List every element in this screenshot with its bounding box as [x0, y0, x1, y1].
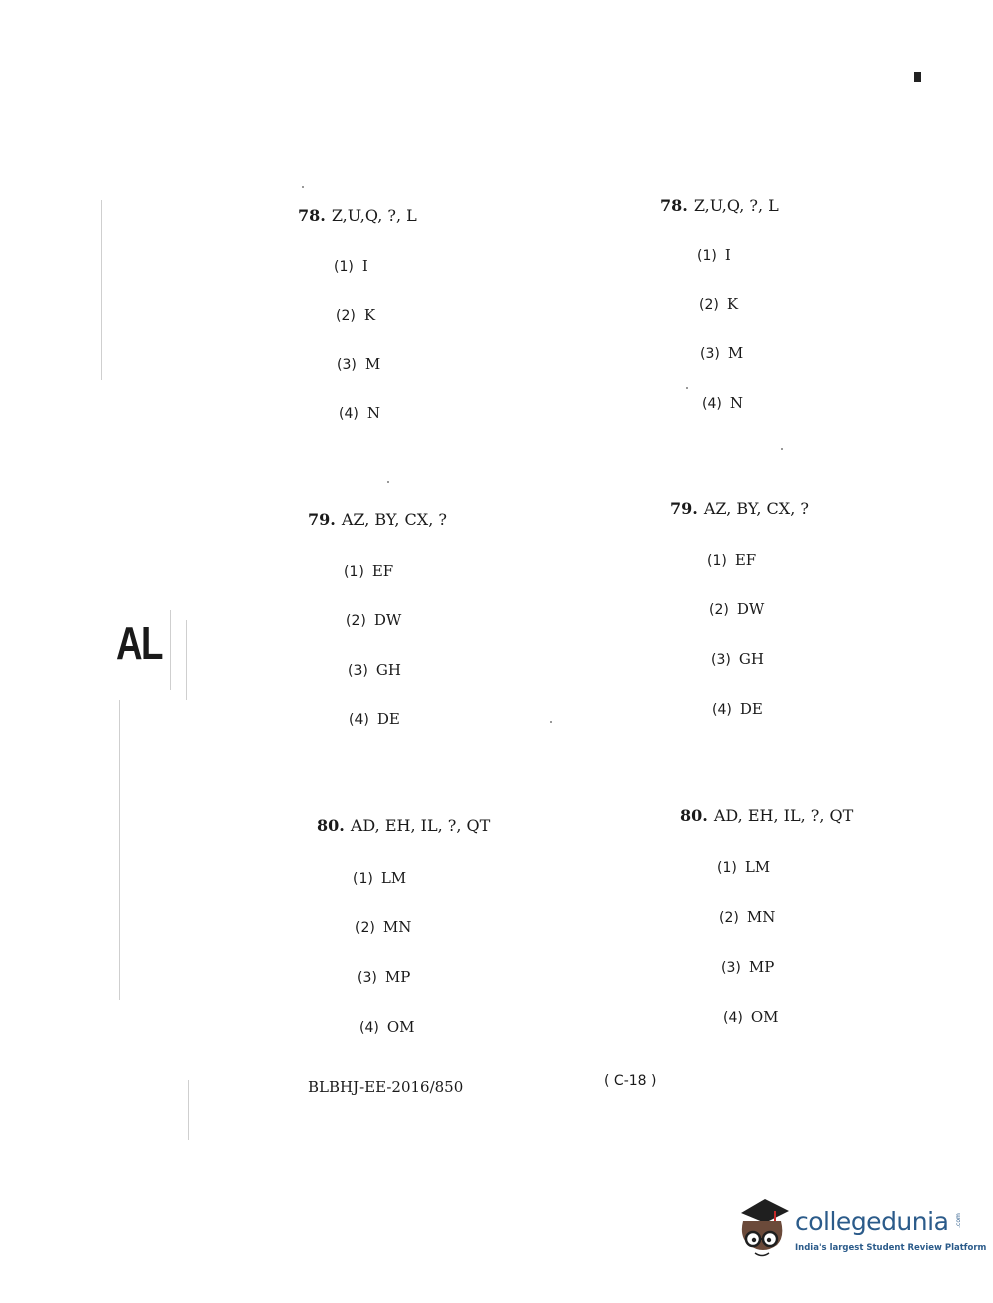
- question-79-right: [670, 499, 930, 718]
- option-2: (2) K: [336, 306, 376, 324]
- question-series: Z,U,Q, ?, L: [693, 196, 779, 215]
- margin-line: [186, 620, 187, 700]
- option-2: (2) MN: [719, 908, 776, 926]
- question-series: AZ, BY, CX, ?: [341, 510, 447, 529]
- option-4: (4) DE: [349, 710, 400, 728]
- option-4: (4) DE: [712, 700, 763, 718]
- brand-tagline: India's largest Student Review Platform: [795, 1243, 987, 1253]
- question-number: 79.: [670, 499, 698, 518]
- speck: [387, 481, 389, 483]
- option-2: (2) K: [699, 295, 739, 313]
- booklet-code: BLBHJ-EE-2016/850: [308, 1078, 464, 1096]
- option-3: (3) GH: [711, 650, 764, 668]
- speck: [302, 186, 304, 188]
- speck: [686, 387, 688, 389]
- question-series: Z,U,Q, ?, L: [331, 206, 417, 225]
- question-series: AD, EH, IL, ?, QT: [713, 806, 854, 825]
- question-number: 78.: [298, 206, 326, 225]
- option-3: (3) GH: [348, 661, 401, 679]
- option-1: (1) LM: [353, 869, 407, 887]
- page-number: ( C-18 ): [604, 1073, 657, 1089]
- question-78-right: [660, 196, 920, 412]
- question-number: 79.: [308, 510, 336, 529]
- brand-suffix: .com: [954, 1213, 962, 1228]
- question-number: 78.: [660, 196, 688, 215]
- question-79-left: [308, 510, 568, 728]
- option-3: (3) M: [337, 355, 381, 373]
- option-2: (2) DW: [346, 611, 402, 629]
- option-2: (2) DW: [709, 600, 765, 618]
- mascot-icon: [735, 1195, 793, 1261]
- option-4: (4) OM: [723, 1008, 779, 1026]
- margin-line: [188, 1080, 189, 1140]
- margin-line: [101, 200, 102, 380]
- option-1: (1) I: [334, 257, 368, 275]
- brand-name: collegedunia: [795, 1207, 949, 1236]
- option-2: (2) MN: [355, 918, 412, 936]
- question-series: AZ, BY, CX, ?: [703, 499, 809, 518]
- option-1: (1) EF: [707, 551, 757, 569]
- option-3: (3) M: [700, 344, 744, 362]
- option-3: (3) MP: [721, 958, 775, 976]
- question-series: AD, EH, IL, ?, QT: [350, 816, 491, 835]
- side-stamp-text: AL: [116, 617, 162, 669]
- collegedunia-logo: [735, 1195, 987, 1265]
- margin-line: [119, 700, 120, 1000]
- question-78-left: [298, 206, 558, 422]
- speck: [550, 721, 552, 723]
- speck: [781, 448, 783, 450]
- scan-mark: [914, 72, 921, 82]
- option-1: (1) LM: [717, 858, 771, 876]
- question-number: 80.: [680, 806, 708, 825]
- question-80-right: [680, 806, 940, 1026]
- option-3: (3) MP: [357, 968, 411, 986]
- question-80-left: [317, 816, 577, 1036]
- margin-line: [170, 610, 171, 690]
- question-number: 80.: [317, 816, 345, 835]
- option-4: (4) N: [339, 404, 380, 422]
- option-1: (1) I: [697, 246, 731, 264]
- option-4: (4) OM: [359, 1018, 415, 1036]
- option-4: (4) N: [702, 394, 743, 412]
- option-1: (1) EF: [344, 562, 394, 580]
